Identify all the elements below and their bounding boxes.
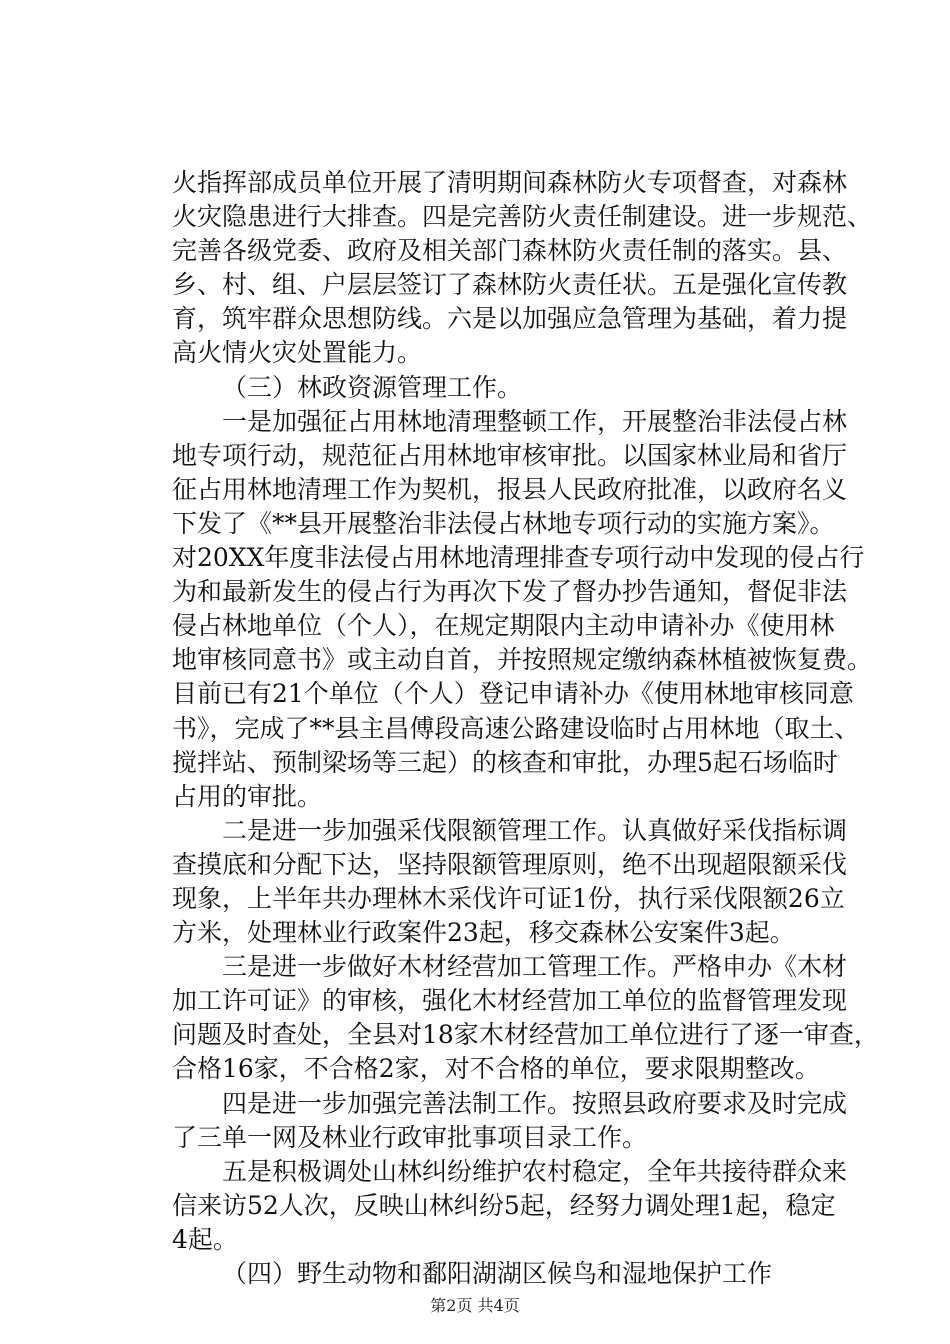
text-line: 四是进一步加强完善法制工作。按照县政府要求及时完成 (222, 1088, 848, 1118)
text-line: 搅拌站、预制梁场等三起）的核查和审批，办理5起石场临时 (172, 747, 838, 777)
text-line: 查摸底和分配下达，坚持限额管理原则，绝不出现超限额采伐 (172, 849, 848, 879)
text-line: 书》，完成了**县主昌傅段高速公路建设临时占用林地（取土、 (172, 713, 860, 743)
document-body (172, 166, 879, 1291)
text-line: 加工许可证》的审核，强化木材经营加工单位的监督管理发现 (172, 986, 848, 1016)
text-line: 征占用林地清理工作为契机，报县人民政府批准，以政府名义 (172, 474, 848, 504)
page-footer: 第2页 共4页 (430, 1296, 520, 1315)
text-line: 高火情火灾处置能力。 (172, 338, 423, 368)
text-line: 地审核同意书》或主动自首，并按照规定缴纳森林植被恢复费。 (172, 645, 873, 675)
text-line: 侵占林地单位（个人），在规定期限内主动申请补办《使用林 (172, 611, 835, 641)
text-line: 地专项行动，规范征占用林地审核审批。以国家林业局和省厅 (172, 440, 848, 470)
text-line: 三是进一步做好木材经营加工管理工作。严格申办《木材 (222, 952, 848, 982)
text-line: 火灾隐患进行大排查。四是完善防火责任制建设。进一步规范、 (172, 202, 873, 232)
text-line: 下发了《**县开展整治非法侵占林地专项行动的实施方案》。 (172, 508, 835, 538)
text-line: 现象，上半年共办理林木采伐许可证1份，执行采伐限额26立 (172, 883, 845, 913)
text-line: 五是积极调处山林纠纷维护农村稳定，全年共接待群众来 (222, 1156, 848, 1186)
text-line: 二是进一步加强采伐限额管理工作。认真做好采伐指标调 (222, 815, 848, 845)
text-line: （三）林政资源管理工作。 (222, 372, 523, 402)
text-line: 育，筑牢群众思想防线。六是以加强应急管理为基础，着力提 (172, 304, 848, 334)
text-line: 合格16家，不合格2家，对不合格的单位，要求限期整改。 (172, 1054, 820, 1084)
text-line: 4起。 (172, 1224, 238, 1254)
text-line: 方米，处理林业行政案件23起，移交森林公安案件3起。 (172, 918, 795, 948)
text-line: 信来访52人次，反映山林纠纷5起，经努力调处理1起，稳定 (172, 1190, 836, 1220)
text-line: 火指挥部成员单位开展了清明期间森林防火专项督查，对森林 (172, 168, 848, 197)
text-line: 一是加强征占用林地清理整顿工作，开展整治非法侵占林 (222, 406, 848, 436)
text-line: 完善各级党委、政府及相关部门森林防火责任制的落实。县、 (172, 236, 848, 266)
text-line: 了三单一网及林业行政审批事项目录工作。 (172, 1122, 648, 1152)
text-line: 对20XX年度非法侵占用林地清理排查专项行动中发现的侵占行 (172, 543, 865, 573)
text-line: （四）野生动物和鄱阳湖湖区候鸟和湿地保护工作 (222, 1259, 773, 1288)
text-line: 目前已有21个单位（个人）登记申请补办《使用林地审核同意 (172, 679, 854, 709)
text-line: 乡、村、组、户层层签订了森林防火责任状。五是强化宣传教 (172, 270, 848, 300)
text-line: 占用的审批。 (172, 781, 323, 811)
text-line: 问题及时查处，全县对18家木材经营加工单位进行了逐一审查， (172, 1020, 879, 1050)
text-line: 为和最新发生的侵占行为再次下发了督办抄告通知，督促非法 (172, 577, 848, 607)
